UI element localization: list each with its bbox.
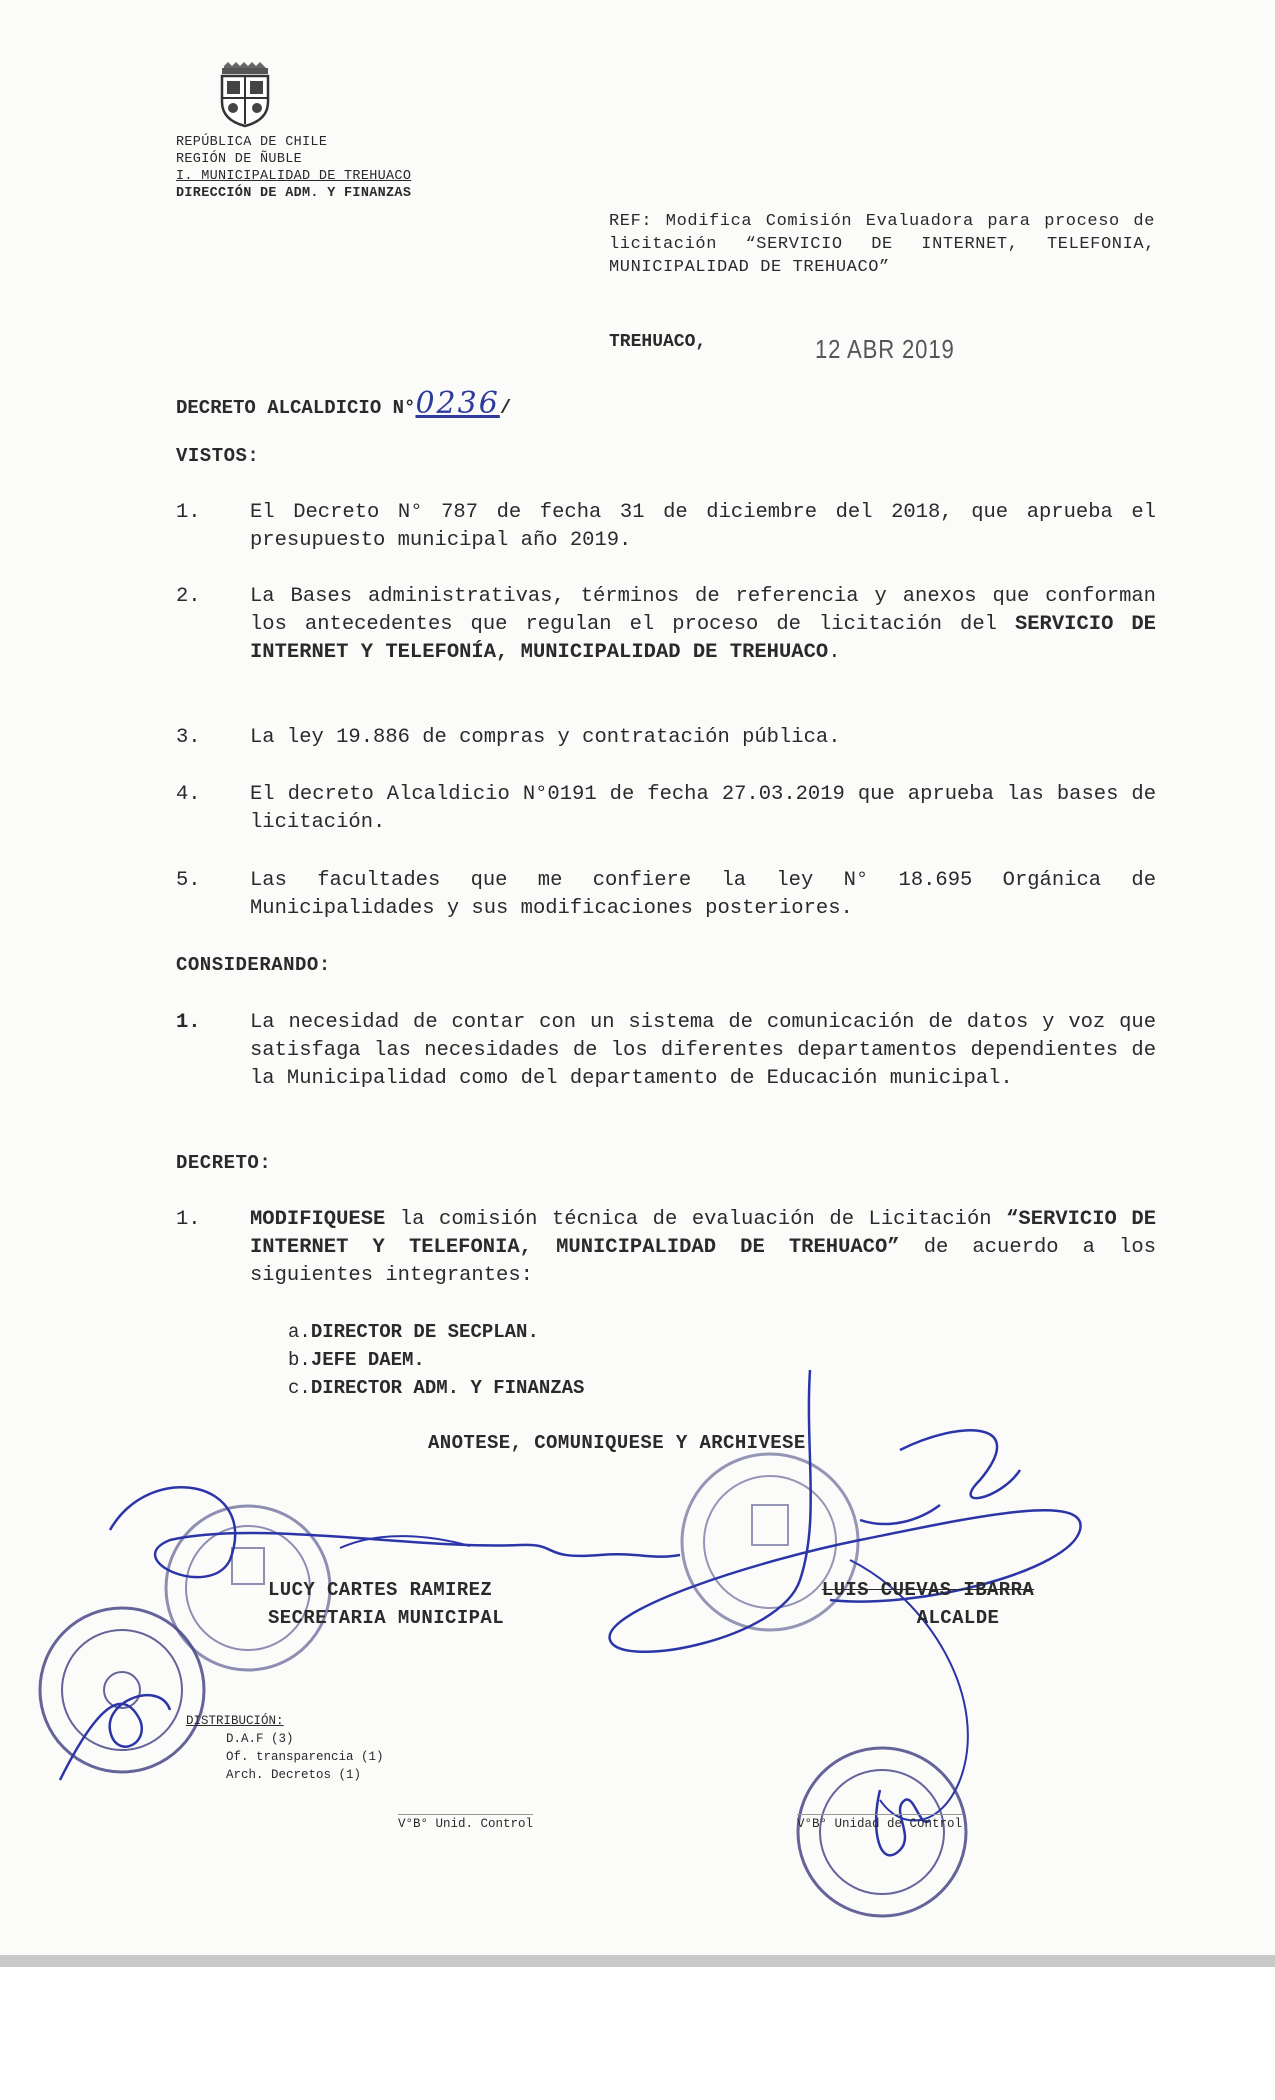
member-item: c.DIRECTOR ADM. Y FINANZAS [288,1377,585,1399]
mayor-name: LUIS CUEVAS IBARRA [821,1579,1035,1601]
mayor-signature-block [778,1576,1078,1632]
issuer-header [176,134,411,202]
considerando-heading: CONSIDERANDO: [176,954,331,976]
commission-members [288,1318,584,1402]
vb-control-left: V°B° Unid. Control [398,1814,533,1831]
vistos-item: 5. Las facultades que me confiere la ley N° 18.695 Orgánica de Municipalidades y sus modificaciones posteriores. [176,869,1156,920]
secretary-signature-block [268,1576,504,1632]
decree-slash: / [499,397,512,419]
distribution-item: Arch. Decretos (1) [226,1768,362,1782]
header-line-country: REPÚBLICA DE CHILE [176,135,328,150]
header-line-municipality: I. MUNICIPALIDAD DE TREHUACO [176,169,412,184]
decree-number-handwritten: 0236 [415,386,500,421]
distribution-list [186,1712,384,1784]
decree-label: DECRETO ALCALDICIO N° [176,397,416,419]
closing-formula: ANOTESE, COMUNIQUESE Y ARCHIVESE [428,1432,806,1454]
decreto-heading: DECRETO: [176,1152,272,1174]
vistos-item: 3. La ley 19.886 de compras y contratación pública. [176,726,841,749]
member-item: a.DIRECTOR DE SECPLAN. [288,1321,539,1343]
vb-control-right: V°B° Unidad de Control [797,1814,962,1831]
member-item: b.JEFE DAEM. [288,1349,425,1371]
municipal-crest-icon [218,62,272,128]
vistos-item: 4. El decreto Alcaldicio N°0191 de fecha 27.03.2019 que aprueba las bases de licitación. [176,783,1156,834]
vistos-heading: VISTOS: [176,445,260,467]
header-line-region: REGIÓN DE ÑUBLE [176,152,303,167]
place-label: TREHUACO, [609,332,707,352]
header-line-department: DIRECCIÓN DE ADM. Y FINANZAS [176,186,412,201]
vistos-item: 1. El Decreto N° 787 de fecha 31 de diciembre del 2018, que aprueba el presupuesto municipal año 2019. [176,501,1156,552]
scan-edge [0,1955,1275,1967]
decreto-item: 1. MODIFIQUESE la comisión técnica de evaluación de Licitación “SERVICIO DE INTERNET Y TELEFONIA, MUNICIPALIDAD DE TREHUACO” de acuerdo a los siguientes integrantes: [176,1208,1156,1287]
distribution-heading: DISTRIBUCIÓN: [186,1714,284,1728]
vistos-item: 2. La Bases administrativas, términos de referencia y anexos que conforman los antecedentes que regulan el proceso de licitación del SERVICIO DE INTERNET Y TELEFONÍA, MUNICIPALIDAD DE TREHUACO. [176,585,1156,664]
secretary-name: LUCY CARTES RAMIREZ [268,1579,493,1601]
reference-subject: REF: Modifica Comisión Evaluadora para proceso de licitación “SERVICIO DE INTERNET, TELEFONIA, MUNICIPALIDAD DE TREHUACO” [609,212,1155,277]
distribution-item: D.A.F (3) [226,1732,294,1746]
considerando-item: 1. La necesidad de contar con un sistema de comunicación de datos y voz que satisfaga las necesidades de los diferentes departamentos dependientes de la Municipalidad como del departamento de Educación municipal. [176,1011,1156,1090]
mayor-title: ALCALDE [916,1607,1000,1629]
distribution-item: Of. transparencia (1) [226,1750,384,1764]
secretary-title: SECRETARIA MUNICIPAL [268,1607,505,1629]
decree-number-line [176,386,511,421]
date-stamp: 12 ABR 2019 [815,334,955,364]
